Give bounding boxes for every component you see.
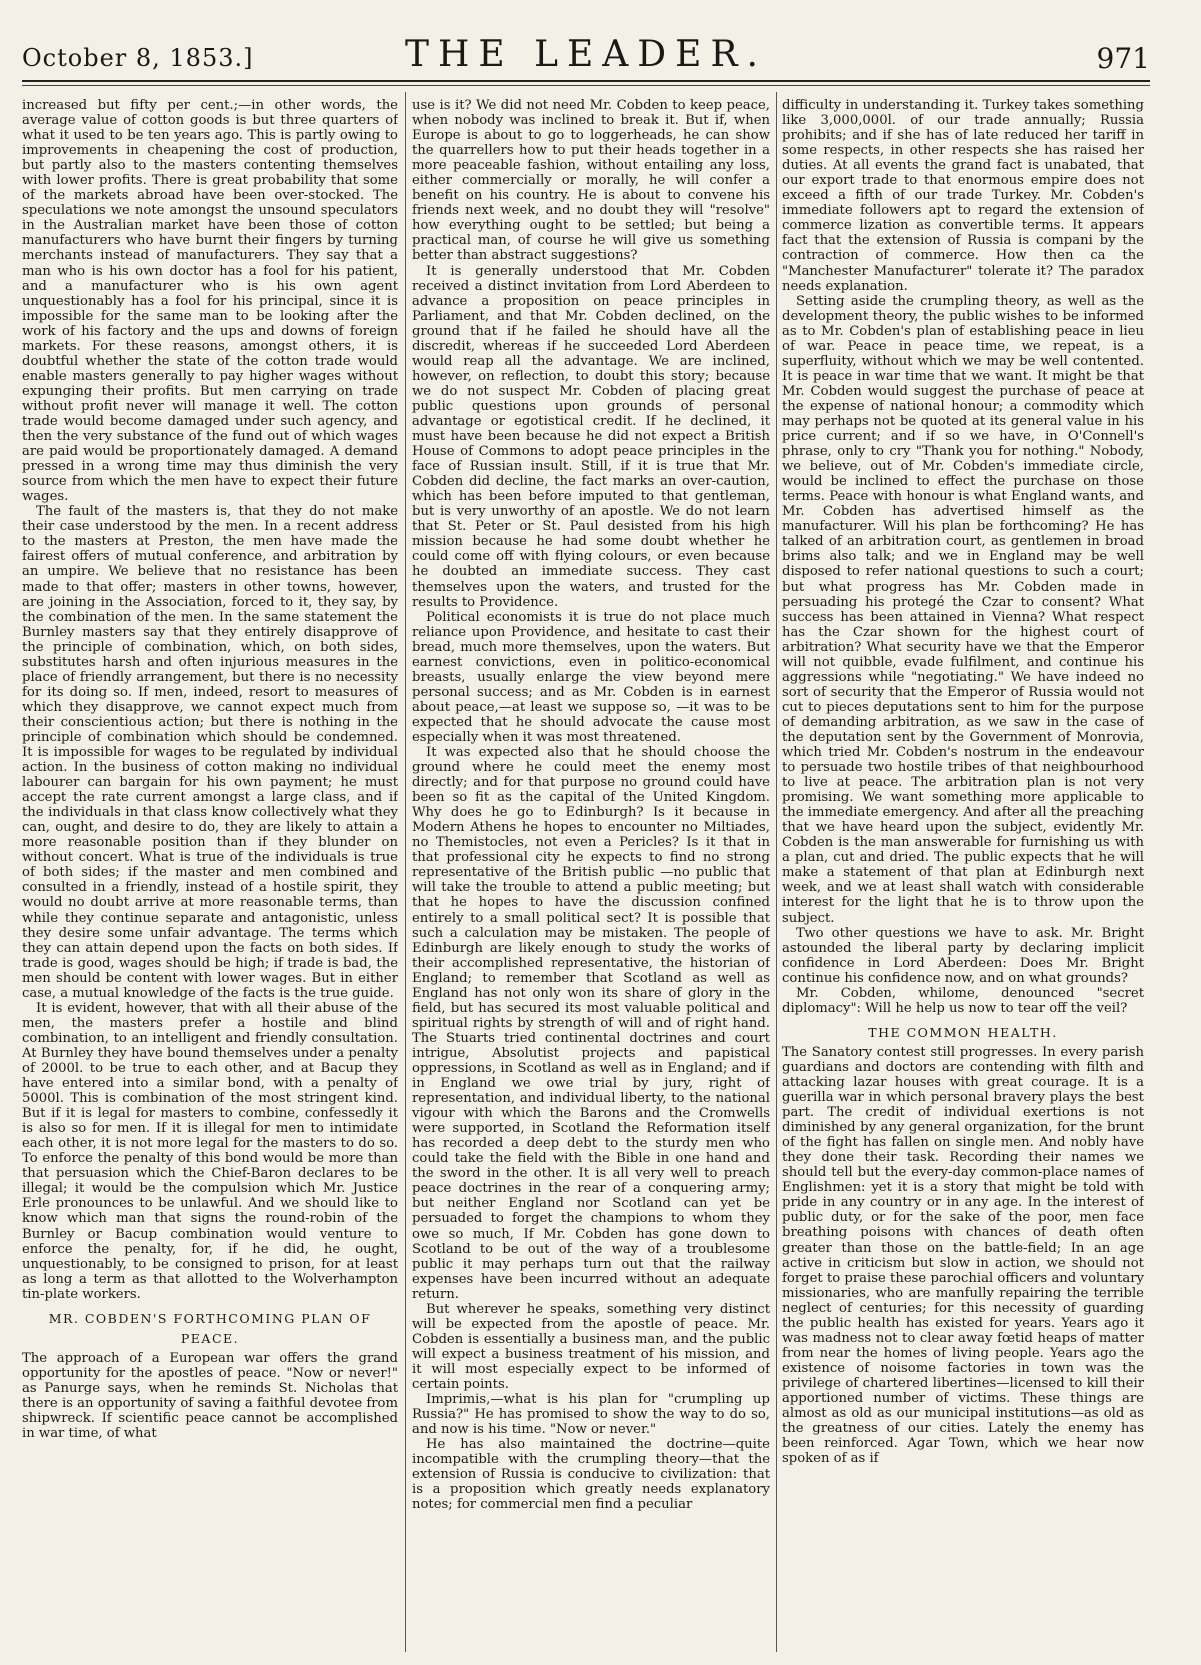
- column-divider: [776, 92, 777, 1652]
- masthead-rule-thin: [22, 85, 1150, 86]
- article-paragraph: It is generally understood that Mr. Cobden received a distinct invitation from Lord Aberdeen to advance a proposition on peace principles in Parliament, and that Mr. Cobden declined, on the ground that if he failed he should have all the discredit, whereas if he succeeded Lord Aberdeen would reap all the advantage. We are inclined, however, on reflection, to doubt this story; because we do not suspect Mr. Cobden of placing great public questions upon grounds of personal advantage or egotistical credit. If he declined, it must have been because he did not expect a British House of Commons to adopt peace principles in the face of Russian insult. Still, if it is true that Mr. Cobden did decline, the fact marks an over-caution, which has been before imputed to that gentleman, but is very unworthy of an apostle. We do not learn that St. Peter or St. Paul desisted from his high mission because he had some doubt whether he could come off with flying colours, or even because he doubted an immediate success. They cast themselves upon the waters, and trusted for the results to Providence.: [412, 263, 770, 610]
- column-2: [412, 98, 770, 1646]
- article-paragraph: It is evident, however, that with all their abuse of the men, the masters prefer a hostile and blind combination, to an intelligent and friendly consultation. At Burnley they have bound themselves under a penalty of 2000l. to be true to each other, and at Bacup they have entered into a similar bond, with a penalty of 5000l. This is combination of the most stringent kind. But if it is legal for masters to combine, confessedly it is also so for men. If it is illegal for men to intimidate each other, it is not more legal for the masters to do so. To enforce the penalty of this bond would be more than that persuasion which the Chief-Baron declares to be illegal; it would be the compulsion which Mr. Justice Erle pronounces to be unlawful. And we should like to know which man that signs the round-robin of the Burnley or Bacup combination would venture to enforce the penalty, for, if he did, he ought, unquestionably, to be consigned to prison, for at least as long a term as that allotted to the Wolverhampton tin-plate workers.: [22, 1000, 398, 1302]
- column-3: [782, 98, 1144, 1646]
- article-paragraph: The fault of the masters is, that they do not make their case understood by the men. In a recent address to the masters at Preston, the men have made the fairest offers of mutual conference, and arbitration by an umpire. We believe that no resistance has been made to that offer; masters in other towns, however, are joining in the Association, forced to it, they say, by the combination of the men. In the same statement the Burnley masters say that they entirely disapprove of the principle of combination, which, on both sides, substitutes harsh and often injurious measures in the place of friendly arrangement, but there is no necessity for its doing so. If men, indeed, resort to measures of which they disapprove, we cannot expect much from their conscientious action; but there is nothing in the principle of combination which should be condemned. It is impossible for wages to be regulated by individual action. In the business of cotton making no individual labourer can bargain for his own payment; he must accept the rate current amongst a large class, and if the individuals in that class know collectively what they can, ought, and desire to do, they are likely to attain a more reasonable position than if they blunder on without concert. What is true of the individuals is true of both sides; if the master and men combined and consulted in a friendly, instead of a hostile spirit, they would no doubt arrive at more reasonable terms, than while they continue separate and antagonistic, unless they desire some unfair advantage. The terms which they can attain depend upon the facts on both sides. If trade is good, wages should be high; if trade is bad, the men should be content with lower wages. But in either case, a mutual knowledge of the facts is the true guide.: [22, 504, 398, 1001]
- article-paragraph: Two other questions we have to ask. Mr. Bright astounded the liberal party by declaring implicit confidence in Lord Aberdeen: Does Mr. Bright continue his confidence now, and on what grounds?: [782, 925, 1144, 986]
- issue-date: October 8, 1853.]: [22, 44, 254, 72]
- article-paragraph: The Sanatory contest still progresses. In every parish guardians and doctors are contending with filth and attacking lazar houses with great courage. It is a guerilla war in which personal bravery plays the best part. The credit of individual exertions is not diminished by any general organization, for the brunt of the fight has fallen on single men. And nobly have they done their task. Recording their names we should tell but the every-day common-place names of Englishmen: yet it is a story that might be told with pride in any country or in any age. In the interest of public duty, or for the sake of the poor, men face breathing poisons with chances of death often greater than those on the battle-field; In an age active in criticism but slow in action, we should not forget to praise these parochial officers and voluntary missionaries, who are manfully repairing the terrible neglect of centuries; for this necessity of guarding the public health has existed for years. Years ago it was madness not to clear away fœtid heaps of matter from near the homes of living people. Years ago the existence of noisome factories in town was the privilege of chartered libertines—licensed to kill their apportioned number of victims. These things are almost as old as our municipal institutions—as old as the greatness of our cities. Lately the enemy has been reinforced. Agar Town, which we hear now spoken of as if: [782, 1044, 1144, 1467]
- article-paragraph: use is it? We did not need Mr. Cobden to keep peace, when nobody was inclined to break it. But if, when Europe is about to go to loggerheads, he can show the quarrellers how to put their heads together in a more peaceable fashion, without entailing any loss, either commercially or morally, he will confer a benefit on his country. He is about to convene his friends next week, and no doubt they will "resolve" how everything ought to be settled; but being a practical man, of course he will give us something better than abstract suggestions?: [412, 98, 770, 264]
- article-paragraph: Setting aside the crumpling theory, as well as the development theory, the public wishes to be informed as to Mr. Cobden's plan of establishing peace in lieu of war. Peace in peace time, we repeat, is a superfluity, without which we may be well contented. It is peace in war time that we want. It might be that Mr. Cobden would suggest the purchase of peace at the expense of national honour; a commodity which may perhaps not be quoted at its general value in his price current; and if so we have, in O'Connell's phrase, only to cry "Thank you for nothing." Nobody, we believe, out of Mr. Cobden's immediate circle, would be inclined to effect the purchase on those terms. Peace with honour is what England wants, and Mr. Cobden has advertised himself as the manufacturer. Will his plan be forthcoming? He has talked of an arbitration court, as gentlemen in broad brims also talk; and we in England may be well disposed to refer national questions to such a court; but what progress has Mr. Cobden made in persuading his protegé the Czar to consent? What success has been attained in Vienna? What respect has the Czar shown for the highest court of arbitration? What security have we that the Emperor will not quibble, evade fulfilment, and continue his aggressions while "negotiating." We have indeed no sort of security that the Emperor of Russia would not cut to pieces deputations sent to him for the purpose of demanding arbitration, as we saw in the case of the deputation sent by the Government of Monrovia, which tried Mr. Cobden's nostrum in the endeavour to persuade two hostile tribes of that neighbourhood to live at peace. The arbitration plan is not very promising. We want something more applicable to the immediate emergency. And after all the preaching that we have heard upon the subject, evidently Mr. Cobden is the man answerable for furnishing us with a plan, cut and dried. The public expects that he will make a statement of that plan at Edinburgh next week, and we at least shall watch with considerable interest for the light that he is to throw upon the subject.: [782, 293, 1144, 926]
- masthead-rule: [22, 80, 1150, 82]
- article-paragraph: It was expected also that he should choose the ground where he could meet the enemy most directly; and for that purpose no ground could have been so fit as the capital of the United Kingdom. Why does he go to Edinburgh? Is it because in Modern Athens he hopes to encounter no Miltiades, no Themistocles, not even a Pericles? Is it that in that professional city he expects to find no strong representative of the British public —no public that will take the trouble to attend a public meeting; but that he hopes to have the discussion confined entirely to a small political sect? It is possible that such a calculation may be mistaken. The people of Edinburgh are likely enough to study the works of their accomplished representative, the historian of England; to remember that Scotland as well as England has not only won its share of glory in the field, but has secured its most valuable political and spiritual rights by strength of will and of right hand. The Stuarts tried continental doctrines and court intrigue, Absolutist projects and papistical oppressions, in Scotland as well as in England; and if in England we owe trial by jury, right of representation, and individual liberty, to the national vigour with which the Barons and the Cromwells were supported, in Scotland the Reformation itself has recorded a deep debt to the sturdy men who could take the field with the Bible in one hand and the sword in the other. It is all very well to preach peace doctrines in the rear of a conquering army; but neither England nor Scotland can yet be persuaded to forget the champions to whom they owe so much, If Mr. Cobden has gone down to Scotland to be out of the way of a troublesome public it may perhaps turn out that the railway expenses have been incurred without an adequate return.: [412, 745, 770, 1302]
- column-1: [22, 98, 398, 1646]
- article-paragraph: Mr. Cobden, whilome, denounced "secret diplomacy": Will he help us now to tear off the veil?: [782, 985, 1144, 1016]
- page-number: 971: [1096, 42, 1150, 75]
- article-paragraph: difficulty in understanding it. Turkey takes something like 3,000,000l. of our trade annually; Russia prohibits; and if she has of late reduced her tariff in some respects, in other respects she has raised her duties. At all events the grand fact is unabated, that our export trade to that enormous empire does not exceed a fifth of our trade Turkey. Mr. Cobden's immediate followers apt to regard the extension of commerce lization as convertible terms. It appears fact that the extension of Russia is compani by the contraction of commerce. How then ca the "Manchester Manufacturer" tolerate it? The paradox needs explanation.: [782, 98, 1144, 294]
- article-paragraph: Political economists it is true do not place much reliance upon Providence, and hesitate to cast their bread, much more themselves, upon the waters. But earnest convictions, even in politico-economical breasts, usually enlarge the view beyond mere personal success; and as Mr. Cobden is in earnest about peace,—at least we suppose so, —it was to be expected that he should advocate the cause most especially when it was most threatened.: [412, 609, 770, 745]
- article-paragraph: The approach of a European war offers the grand opportunity for the apostles of peace. "Now or never!" as Panurge says, when he reminds St. Nicholas that there is an opportunity of saving a faithful devotee from shipwreck. If scientific peace cannot be accomplished in war time, of what: [22, 1350, 398, 1442]
- article-paragraph: increased but fifty per cent.;—in other words, the average value of cotton goods is but three quarters of what it used to be ten years ago. This is partly owing to improvements in cheapening the cost of production, but partly also to the masters contenting themselves with lower profits. There is great probability that some of the markets abroad have been over-stocked. The speculations we note amongst the unsound speculators in the Australian market have been those of cotton manufacturers who have burnt their fingers by turning merchants instead of manufacturers. They say that a man who is his own doctor has a fool for his patient, and a manufacturer who is his own agent unquestionably has a fool for his principal, since it is impossible for the same man to be looking after the work of his factory and the ups and downs of foreign markets. For these reasons, amongst others, it is doubtful whether the state of the cotton trade would enable masters generally to pay higher wages without expunging their profits. But men carrying on trade without profit never will manage it well. The cotton trade would become damaged under such agency, and then the very substance of the fund out of which wages are paid would be proportionately damaged. A demand pressed in a wrong time may thus diminish the very source from which the men have to expect their future wages.: [22, 98, 398, 505]
- article-heading: MR. COBDEN'S FORTHCOMING PLAN OF: [48, 1310, 372, 1326]
- newspaper-title: THE LEADER.: [404, 34, 767, 75]
- article-heading-line2: PEACE.: [180, 1330, 240, 1346]
- article-paragraph: But wherever he speaks, something very distinct will be expected from the apostle of peace. Mr. Cobden is essentially a business man, and the public will expect a business treatment of his mission, and it will most especially expect to be informed of certain points.: [412, 1301, 770, 1392]
- article-heading: THE COMMON HEALTH.: [868, 1024, 1058, 1040]
- column-divider: [405, 92, 406, 1652]
- article-paragraph: Imprimis,—what is his plan for "crumpling up Russia?" He has promised to show the way to do so, and now is his time. "Now or never.": [412, 1392, 770, 1438]
- article-paragraph: He has also maintained the doctrine—quite incompatible with the crumpling theory—that the extension of Russia is conducive to civilization: that is a proposition which greatly needs explanatory notes; for commercial men find a peculiar: [412, 1437, 770, 1513]
